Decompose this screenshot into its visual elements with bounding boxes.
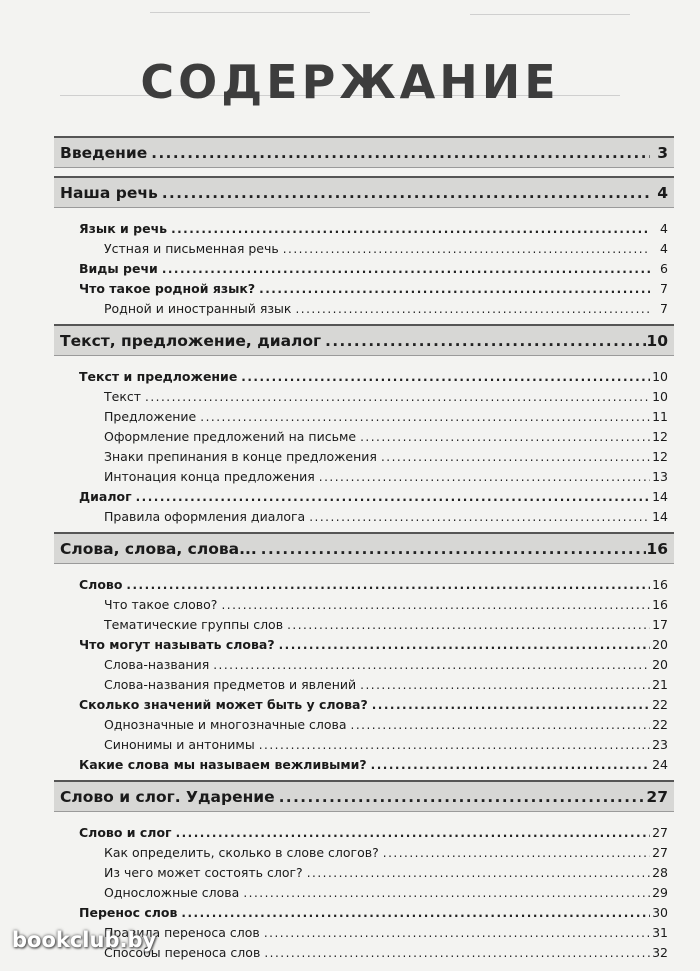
toc-entry-label: Слова-названия: [104, 657, 210, 672]
toc-page-number: 23: [652, 737, 668, 752]
dot-leader: [239, 886, 650, 900]
toc-section-title: Текст, предложение, диалог: [60, 331, 322, 350]
dot-leader: [260, 946, 650, 960]
dot-leader: [209, 658, 650, 672]
toc-entry-label: Правила оформления диалога: [104, 509, 306, 524]
toc-entry-label: Из чего может состоять слог?: [104, 865, 303, 880]
toc-entry-label: Текст и предложение: [79, 369, 238, 384]
toc-page-number: 28: [652, 865, 668, 880]
dot-leader: [377, 450, 650, 464]
toc-page-number: 16: [652, 597, 668, 612]
toc-entry-label: Перенос слов: [79, 905, 178, 920]
toc-entry-label: Интонация конца предложения: [104, 469, 315, 484]
toc-section-entry[interactable]: [54, 534, 674, 563]
dot-leader: [172, 826, 650, 840]
dot-leader: [167, 222, 650, 236]
toc-entry-label: Однозначные и многозначные слова: [104, 717, 347, 732]
toc-entry-label: Что такое слово?: [104, 597, 218, 612]
toc-entry-label: Родной и иностранный язык: [104, 301, 292, 316]
toc-subsection-entry[interactable]: [54, 752, 674, 772]
dot-leader: [356, 430, 650, 444]
dot-leader: [141, 390, 650, 404]
toc-section-band: [54, 176, 674, 208]
dot-leader: [132, 490, 650, 504]
toc-entry-label: Слово: [79, 577, 123, 592]
toc-subsection-entry[interactable]: [54, 820, 674, 840]
toc-page-number: 4: [660, 241, 668, 256]
dot-leader: [260, 926, 650, 940]
toc-topic-entry[interactable]: [54, 444, 674, 464]
toc-section-title: Слова, слова, слова...: [60, 539, 257, 558]
toc-entry-label: Знаки препинания в конце предложения: [104, 449, 377, 464]
toc-subsection-entry[interactable]: [54, 276, 674, 296]
toc-topic-entry[interactable]: [54, 612, 674, 632]
toc-page-number: 31: [652, 925, 668, 940]
toc-page-number: 3: [657, 143, 668, 162]
toc-subsection-entry[interactable]: [54, 632, 674, 652]
toc-section-title: Слово и слог. Ударение: [60, 787, 275, 806]
dot-leader: [257, 540, 647, 558]
toc-section-title: Наша речь: [60, 183, 158, 202]
dot-leader: [177, 906, 650, 920]
dot-leader: [147, 144, 650, 162]
toc-topic-entry[interactable]: [54, 424, 674, 444]
toc-entry-label: Правила переноса слов: [104, 925, 260, 940]
toc-topic-entry[interactable]: [54, 712, 674, 732]
toc-page-number: 27: [646, 787, 668, 806]
toc-entry-label: Односложные слова: [104, 885, 240, 900]
toc-page-number: 22: [652, 717, 668, 732]
toc-page-number: 10: [652, 389, 668, 404]
toc-page-number: 29: [652, 885, 668, 900]
dot-leader: [275, 788, 647, 806]
toc-page-number: 22: [652, 697, 668, 712]
dot-leader: [368, 698, 650, 712]
toc-page-number: 17: [652, 617, 668, 632]
bleed-through-line: [470, 14, 630, 15]
dot-leader: [303, 866, 650, 880]
dot-leader: [291, 302, 650, 316]
dot-leader: [379, 846, 650, 860]
toc-page-number: 12: [652, 429, 668, 444]
toc-topic-entry[interactable]: [54, 672, 674, 692]
dot-leader: [217, 598, 650, 612]
dot-leader: [237, 370, 650, 384]
toc-page-number: 24: [652, 757, 668, 772]
toc-topic-entry[interactable]: [54, 464, 674, 484]
toc-page-number: 20: [652, 637, 668, 652]
toc-entry-label: Слова-названия предметов и явлений: [104, 677, 357, 692]
toc-section-band: [54, 136, 674, 168]
toc-entry-label: Какие слова мы называем вежливыми?: [79, 757, 367, 772]
toc-subsection-entry[interactable]: [54, 484, 674, 504]
toc-section-entry[interactable]: [54, 782, 674, 811]
toc-page-number: 4: [660, 221, 668, 236]
toc-section-band: [54, 532, 674, 564]
toc-page-number: 14: [652, 509, 668, 524]
dot-leader: [356, 678, 650, 692]
toc-subsection-entry[interactable]: [54, 900, 674, 920]
toc-page-number: 10: [652, 369, 668, 384]
toc-entry-label: Диалог: [79, 489, 132, 504]
toc-page-number: 14: [652, 489, 668, 504]
toc-topic-entry[interactable]: [54, 504, 674, 524]
toc-entry-label: Виды речи: [79, 261, 158, 276]
toc-topic-entry[interactable]: [54, 236, 674, 256]
dot-leader: [122, 578, 650, 592]
dot-leader: [315, 470, 650, 484]
bleed-through-line: [150, 12, 370, 13]
toc-subsection-entry[interactable]: [54, 692, 674, 712]
dot-leader: [279, 242, 650, 256]
toc-page-number: 4: [657, 183, 668, 202]
toc-entry-label: Как определить, сколько в слове слогов?: [104, 845, 379, 860]
toc-page-number: 7: [660, 301, 668, 316]
toc-section-band: [54, 780, 674, 812]
toc-section-title: Введение: [60, 143, 148, 162]
toc-page-number: 11: [652, 409, 668, 424]
toc-entry-label: Сколько значений может быть у слова?: [79, 697, 368, 712]
toc-section-band: [54, 324, 674, 356]
toc-entry-label: Что могут называть слова?: [79, 637, 275, 652]
toc-entry-label: Синонимы и антонимы: [104, 737, 255, 752]
toc-entry-label: Слово и слог: [79, 825, 172, 840]
toc-section-entry[interactable]: [54, 138, 674, 167]
toc-page-number: 32: [652, 945, 668, 960]
toc-page-number: 30: [652, 905, 668, 920]
toc-subsection-entry[interactable]: [54, 364, 674, 384]
toc-topic-entry[interactable]: [54, 860, 674, 880]
toc-subsection-entry[interactable]: [54, 572, 674, 592]
dot-leader: [347, 718, 650, 732]
dot-leader: [283, 618, 650, 632]
toc-topic-entry[interactable]: [54, 732, 674, 752]
toc-entry-label: Язык и речь: [79, 221, 168, 236]
toc-page-number: 27: [652, 825, 668, 840]
dot-leader: [367, 758, 650, 772]
dot-leader: [158, 184, 650, 202]
toc-entry-label: Тематические группы слов: [104, 617, 284, 632]
toc-page-number: 10: [646, 331, 668, 350]
toc-subsection-entry[interactable]: [54, 216, 674, 236]
dot-leader: [158, 262, 650, 276]
toc-page-number: 27: [652, 845, 668, 860]
page-title: СОДЕРЖАНИЕ: [140, 55, 560, 109]
toc-topic-entry[interactable]: [54, 880, 674, 900]
toc-page-number: 7: [660, 281, 668, 296]
toc-entry-label: Способы переноса слов: [104, 945, 261, 960]
toc-topic-entry[interactable]: [54, 652, 674, 672]
toc-section-entry[interactable]: [54, 326, 674, 355]
toc-page-number: 20: [652, 657, 668, 672]
toc-subsection-entry[interactable]: [54, 256, 674, 276]
watermark: bookclub.by: [12, 928, 157, 952]
toc-topic-entry[interactable]: [54, 384, 674, 404]
toc-topic-entry[interactable]: [54, 296, 674, 316]
toc-topic-entry[interactable]: [54, 592, 674, 612]
toc-page-number: 6: [660, 261, 668, 276]
dot-leader: [275, 638, 650, 652]
table-of-contents: [54, 136, 674, 960]
toc-page-number: 13: [652, 469, 668, 484]
toc-page-number: 21: [652, 677, 668, 692]
toc-entry-label: Что такое родной язык?: [79, 281, 256, 296]
toc-page-number: 16: [652, 577, 668, 592]
dot-leader: [196, 410, 650, 424]
dot-leader: [255, 282, 650, 296]
toc-section-entry[interactable]: [54, 178, 674, 207]
toc-entry-label: Предложение: [104, 409, 197, 424]
dot-leader: [321, 332, 646, 350]
dot-leader: [255, 738, 650, 752]
toc-page-number: 12: [652, 449, 668, 464]
toc-page-number: 16: [646, 539, 668, 558]
dot-leader: [305, 510, 650, 524]
toc-entry-label: Текст: [104, 389, 142, 404]
toc-entry-label: Оформление предложений на письме: [104, 429, 357, 444]
toc-entry-label: Устная и письменная речь: [104, 241, 279, 256]
toc-topic-entry[interactable]: [54, 404, 674, 424]
toc-topic-entry[interactable]: [54, 840, 674, 860]
